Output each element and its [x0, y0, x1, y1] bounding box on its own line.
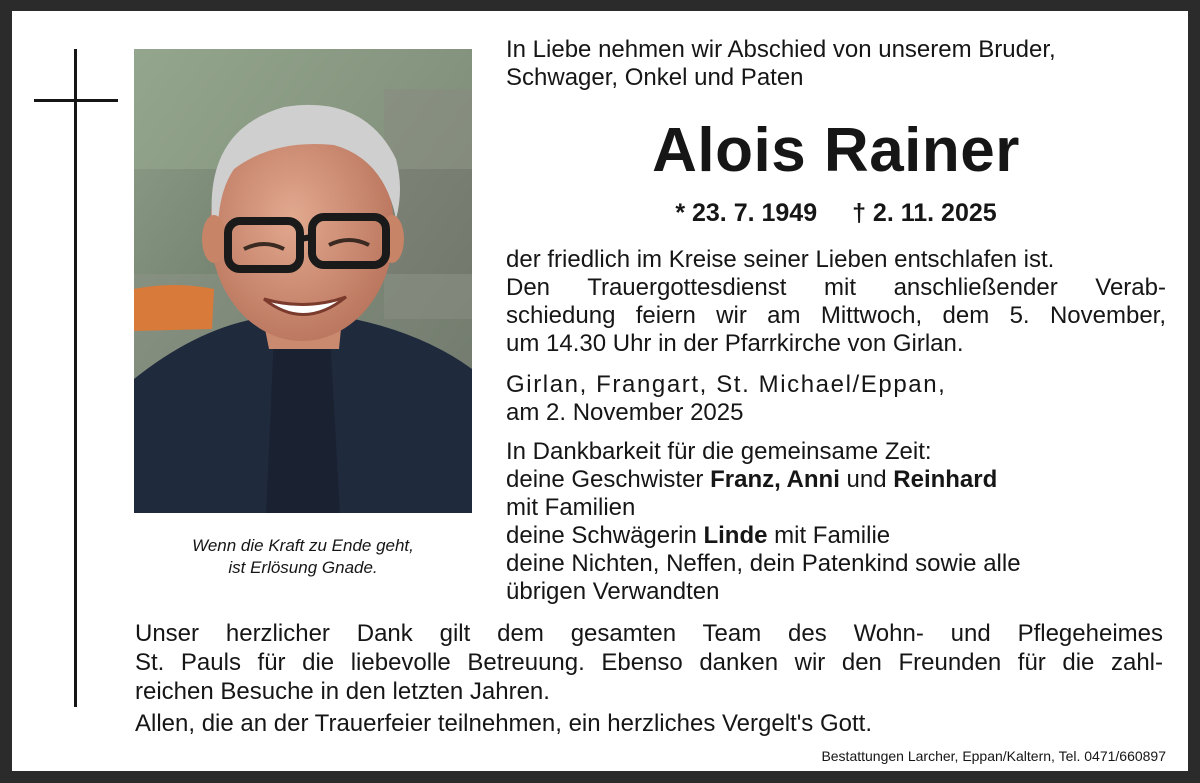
- mourners-intro: In Dankbarkeit für die gemeinsame Zeit:: [506, 438, 932, 465]
- relatives-line: übrigen Verwandten: [506, 578, 720, 605]
- mourners-list: [506, 438, 1166, 606]
- message-line: um 14.30 Uhr in der Pfarrkirche von Girlan.: [506, 330, 964, 357]
- obituary-card: [12, 11, 1188, 771]
- birth-date: * 23. 7. 1949: [675, 199, 818, 227]
- quote-line: ist Erlösung Gnade.: [228, 558, 378, 577]
- sibling-names: Franz, Anni: [710, 466, 840, 493]
- service-message: [506, 246, 1166, 358]
- portrait-photo: [134, 49, 472, 513]
- date-line: am 2. November 2025: [506, 399, 744, 426]
- siblings-prefix: deine Geschwister: [506, 466, 711, 493]
- inlaw-line: [506, 522, 1166, 550]
- thanks-line: St. Pauls für die liebevolle Betreuung. Ebenso danken wir den Freunden für die zahl-: [135, 649, 1163, 676]
- life-dates: [506, 198, 1166, 228]
- place-and-date: [506, 371, 1166, 427]
- relatives-line: deine Nichten, Neffen, dein Patenkind sowie alle: [506, 550, 1021, 577]
- message-line: der friedlich im Kreise seiner Lieben entschlafen ist.: [506, 246, 1055, 273]
- intro-line: In Liebe nehmen wir Abschied von unserem Bruder,: [506, 36, 1056, 63]
- message-line: Den Trauergottesdienst mit anschließender Verab-: [506, 274, 1166, 301]
- inlaw-name: Linde: [703, 522, 768, 549]
- message-line: schiedung feiern wir am Mittwoch, dem 5. November,: [506, 302, 1166, 329]
- death-date: † 2. 11. 2025: [852, 199, 997, 227]
- memorial-quote: [134, 535, 472, 579]
- cross-symbol: [74, 49, 77, 707]
- sibling-name: Reinhard: [893, 466, 998, 493]
- conjunction: und: [839, 466, 894, 493]
- intro-text: [506, 36, 1166, 92]
- siblings-line: [506, 466, 1166, 494]
- intro-line: Schwager, Onkel und Paten: [506, 64, 804, 91]
- thanks-line: Unser herzlicher Dank gilt dem gesamten Team des Wohn- und Pflegeheimes: [135, 620, 1163, 647]
- place-line: Girlan, Frangart, St. Michael/Eppan,: [506, 371, 947, 398]
- thanks-paragraph: [135, 619, 1163, 738]
- deceased-name: Alois Rainer: [652, 116, 1020, 185]
- cross-symbol-bar: [34, 99, 118, 102]
- inlaw-suffix: mit Familie: [767, 522, 891, 549]
- quote-line: Wenn die Kraft zu Ende geht,: [192, 536, 414, 555]
- inlaw-prefix: deine Schwägerin: [506, 522, 704, 549]
- families-line: mit Familien: [506, 494, 636, 521]
- funeral-home-footer: Bestattungen Larcher, Eppan/Kaltern, Tel. 0471/660897: [821, 748, 1166, 764]
- closing-line: Allen, die an der Trauerfeier teilnehmen, ein herzliches Vergelt's Gott.: [135, 710, 872, 737]
- thanks-line: reichen Besuche in den letzten Jahren.: [135, 678, 550, 705]
